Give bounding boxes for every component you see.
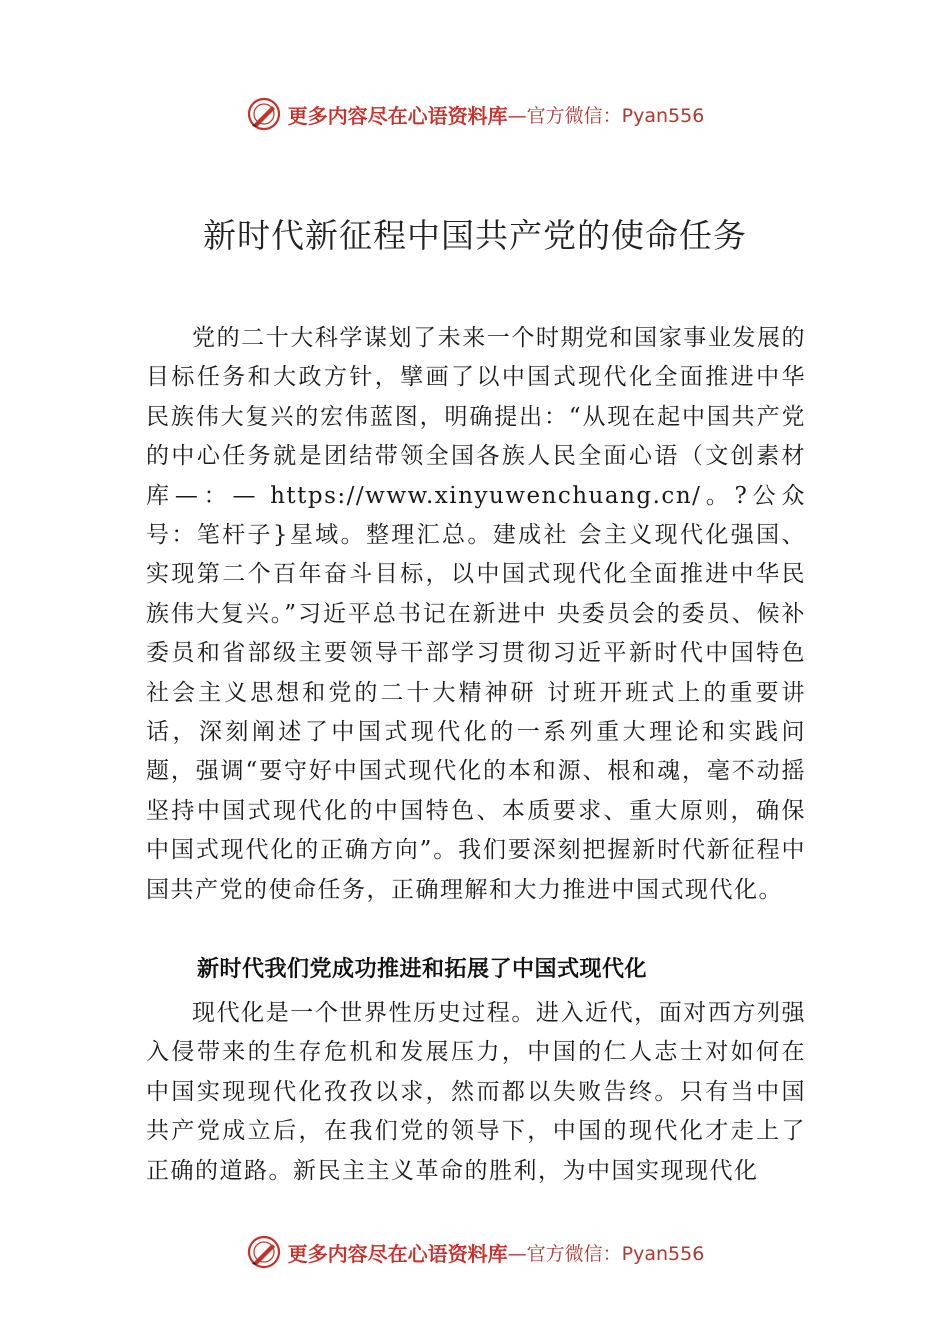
footer-brand-text: 更多内容尽在心语资料库 — [287, 1241, 508, 1266]
page-title: 新时代新征程中国共产党的使命任务 — [203, 216, 747, 255]
paragraph-text: 党的二十大科学谋划了未来一个时期党和国家事业发展的目标任务和大政方针，擘画了以中国式现代化全面推进中华民族伟大复兴的宏伟蓝图，明确提出：“从现在起中国共产党的中心任务就是团结带领全国各族人民全面心语（文创素材库—：— https://www.xinyuwenchuang.cn/。?公众号：笔杆子}星域。整理汇总。建成社 会主义现代化强国、实现第二个百年奋斗目标，以中国式现代化全面推进中华民族伟大复兴。”习近平总书记在新进中 央委员会的委员、候补委员和省部级主要领导干部学习贯彻习近平新时代中国特色社会主义思想和党的二十大精神研 讨班开班式上的重要讲话，深刻阐述了中国式现代化的一系列重大理论和实践问题，强调“要守好中国式现代化的本和源、根和魂，毫不动摇坚持中国式现代化的中国特色、本质要求、重大原则，确保中国式现代化的正确方向”。我们要深刻把握新时代新征程中国共产党的使命任务，正确理解和大力推进中国式现代化。 — [146, 325, 806, 903]
footer-wechat-text: —官方微信：Pyan556 — [507, 1242, 705, 1265]
body-paragraph-2 — [146, 994, 806, 1191]
header-wechat-text: —官方微信：Pyan556 — [507, 104, 705, 127]
body-paragraph-1 — [146, 319, 806, 910]
footer-banner — [0, 1232, 950, 1272]
header-banner — [0, 94, 950, 134]
header-brand-text: 更多内容尽在心语资料库 — [287, 103, 508, 128]
paragraph-text: 现代化是一个世界性历史过程。进入近代，面对西方列强入侵带来的生存危机和发展压力，中国的仁人志士对如何在中国实现现代化孜孜以求，然而都以失败告终。只有当中国共产党成立后，在我们党的领导下，中国的现代化才走上了正确的道路。新民主主义革命的胜利，为中国实现现代化 — [146, 1000, 806, 1184]
pen-logo-icon — [246, 96, 282, 132]
section-subheading: 新时代我们党成功推进和拓展了中国式现代化 — [197, 957, 648, 982]
pen-logo-icon — [246, 1234, 282, 1270]
